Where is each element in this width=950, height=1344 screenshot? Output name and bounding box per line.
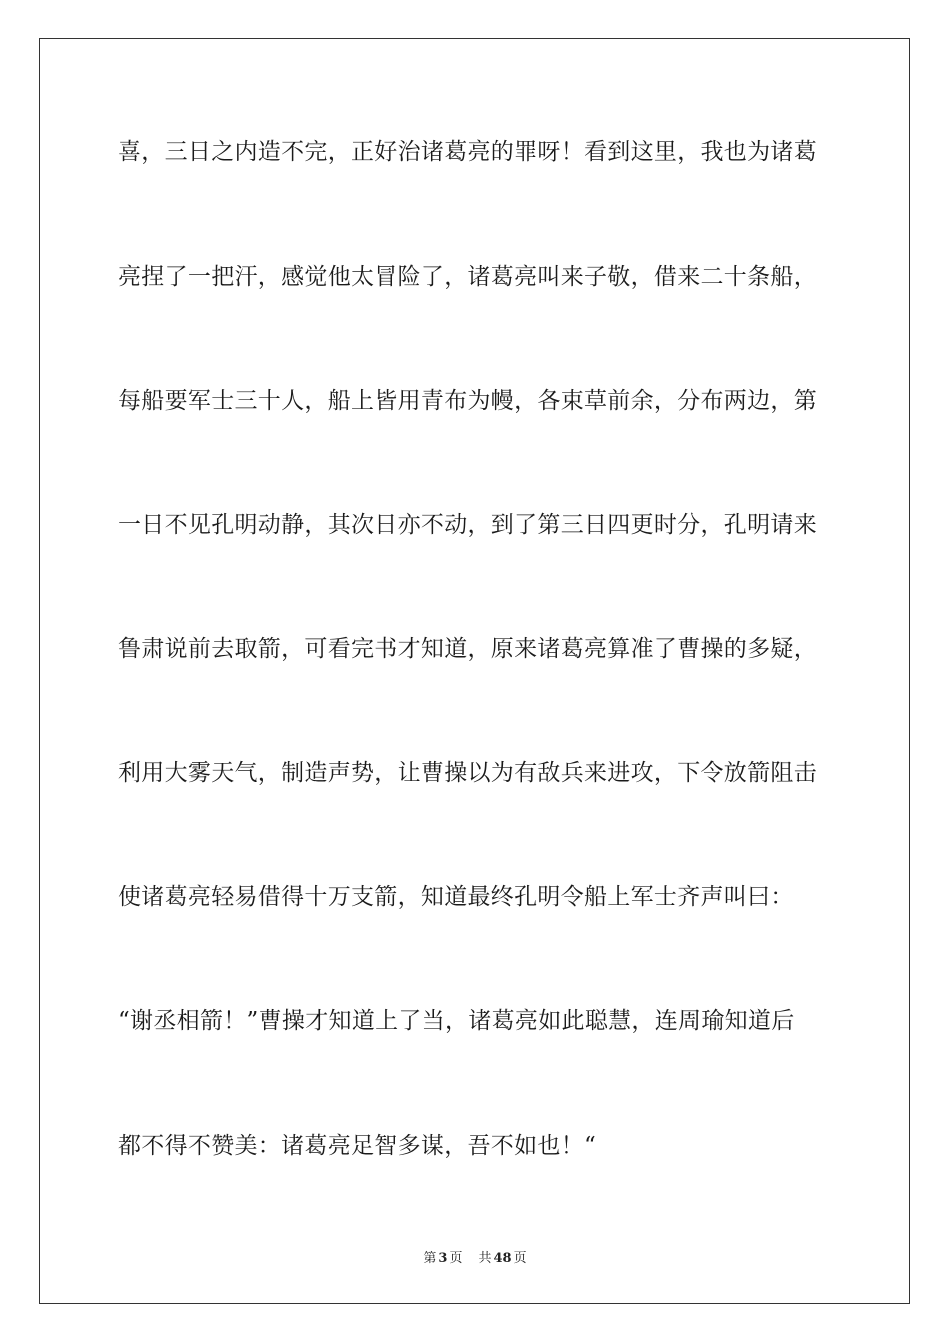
text-line-9: 都不得不赞美：诸葛亮足智多谋，吾不如也！“ [118,1133,597,1159]
total-prefix: 共 [478,1251,492,1266]
text-line-4: 一日不见孔明动静，其次日亦不动，到了第三日四更时分，孔明请来 [118,512,817,538]
page-border [39,38,910,1304]
total-pages: 48 [493,1251,512,1266]
text-line-8: “谢丞相箭！”曹操才知道上了当，诸葛亮如此聪慧，连周瑜知道后 [118,1008,795,1034]
total-suffix: 页 [513,1251,527,1266]
text-line-3: 每船要军士三十人，船上皆用青布为幔，各束草前余，分布两边，第 [118,388,817,414]
text-line-2: 亮捏了一把汗，感觉他太冒险了，诸葛亮叫来子敬，借来二十条船， [118,264,817,290]
page-prefix: 第 [423,1251,437,1266]
text-line-7: 使诸葛亮轻易借得十万支箭，知道最终孔明令船上军士齐声叫曰： [118,884,794,910]
page-footer [0,1250,950,1268]
page-suffix: 页 [449,1251,463,1266]
text-line-6: 利用大雾天气，制造声势，让曹操以为有敌兵来进攻，下令放箭阻击 [118,760,817,786]
page-number: 3 [438,1251,448,1266]
text-line-1: 喜，三日之内造不完，正好治诸葛亮的罪呀！看到这里，我也为诸葛 [118,139,817,165]
text-line-5: 鲁肃说前去取箭，可看完书才知道，原来诸葛亮算准了曹操的多疑， [118,636,817,662]
